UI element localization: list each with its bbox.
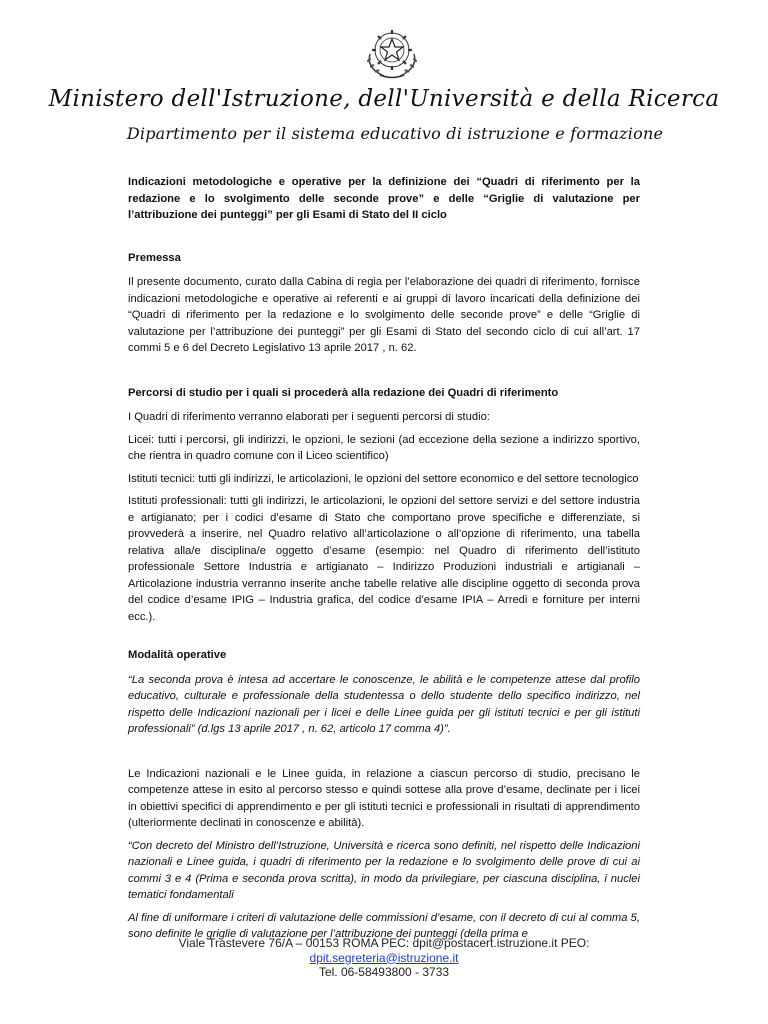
modalita-quote-3: Al fine di uniformare i criteri di valutazione delle commissioni d’esame, con il decreto di cui al comma 5, sono definite le griglie di valutazione per l’attribuzione dei punteggi (della prima e [128,911,640,940]
modalita-quote-2: “Con decreto del Ministro dell’Istruzione, Università e ricerca sono definiti, nel rispetto delle Indicazioni nazionali e Linee guida, i quadri di riferimento per la redazione e lo svolgimento delle prove di cui ai commi 3 e 4 (Prima e seconda prova scritta), in modo da privilegiare, per ciascuna disciplina, i nuclei tematici fondamentali [128,839,640,901]
percorsi-intro: I Quadri di riferimento verranno elaborati per i seguenti percorsi di studio: [128,411,490,423]
italian-republic-emblem-icon [360,20,424,80]
footer [0,936,768,980]
modalita-heading: Modalità operative [128,649,227,661]
document-body [128,174,640,949]
percorsi-licei: Licei: tutti i percorsi, gli indirizzi, le opzioni, le sezioni (ad eccezione della sezione a indirizzo sportivo, che rientra in quadro comune con il Liceo scientifico) [128,433,640,462]
modalita-paragraph-1: Le Indicazioni nazionali e le Linee guida, in relazione a ciascun percorso di studio, precisano le competenze attese in esito al percorso stesso e quindi sottese alla prove d’esame, declinate per i licei in obiettivi specifici di apprendimento e per gli istituti tecnici e professionali in risultati di apprendimento (ulteriormente declinati in conoscenze e abilità). [128,767,640,829]
ministry-name: Ministero dell'Istruzione, dell'Università e della Ricerca [48,86,720,112]
modalita-quote-1: “La seconda prova è intesa ad accertare le conoscenze, le abilità e le competenze attese dal profilo educativo, culturale e professionale della studentessa o dello studente dello specifico indirizzo, nel rispetto delle Indicazioni nazionali per i licei e delle Linee guida per gli istituti tecnici e per gli istituti professionali” (d.lgs 13 aprile 2017 , n. 62, articolo 17 comma 4)”. [128,673,640,735]
department-name: Dipartimento per il sistema educativo di istruzione e formazione [126,124,664,143]
percorsi-professionali: Istituti professionali: tutti gli indirizzi, le articolazioni, le opzioni del settore servizi e del settore industria e artigianato; per i codici d’esame di Stato che comportano prove specifiche e differenziate, si provvederà a inserire, nel Quadro relativo all’articolazione o all’opzione di riferimento, una tabella relativa alla/e disciplina/e oggetto d’esame (esempio: nel Quadro di riferimento dell’istituto professionale Settore Industria e artigianato – Indirizzo Produzioni industriali e artigianali – Articolazione industria verranno inserite anche tabelle relative alle discipline oggetto di seconda prova del codice d’esame IPIG – Industria grafica, del codice d’esame IPIA – Arredi e forniture per interni ecc.). [128,495,640,623]
premessa-heading: Premessa [128,251,181,264]
premessa-paragraph: Il presente documento, curato dalla Cabina di regia per l’elaborazione dei quadri di riferimento, fornisce indicazioni metodologiche e operative ai referenti e ai gruppi di lavoro incaricati della definizione dei “Quadri di riferimento per la redazione e lo svolgimento delle seconde prove” e delle “Griglie di valutazione per l’attribuzione dei punteggi” per gli Esami di Stato del secondo ciclo di cui all’art. 17 commi 5 e 6 del Decreto Legislativo 13 aprile 2017 , n. 62. [128,276,640,354]
footer-email-link[interactable]: dpit.segreteria@istruzione.it [309,950,459,965]
footer-phone: Tel. 06-58493800 - 3733 [318,965,450,979]
percorsi-heading: Percorsi di studio per i quali si procederà alla redazione dei Quadri di riferimento [128,386,559,399]
document-title: Indicazioni metodologiche e operative per la definizione dei “Quadri di riferimento per la redazione e lo svolgimento delle seconde prove” e delle “Griglie di valutazione per l’attribuzione dei punteggi” per gli Esami di Stato del II ciclo [128,176,640,221]
percorsi-tecnici: Istituti tecnici: tutti gli indirizzi, le articolazioni, le opzioni del settore economico e del settore tecnologico [128,472,639,485]
footer-address: Viale Trastevere 76/A – 00153 ROMA PEC: dpit@postacert.istruzione.it PEO: [178,936,590,950]
